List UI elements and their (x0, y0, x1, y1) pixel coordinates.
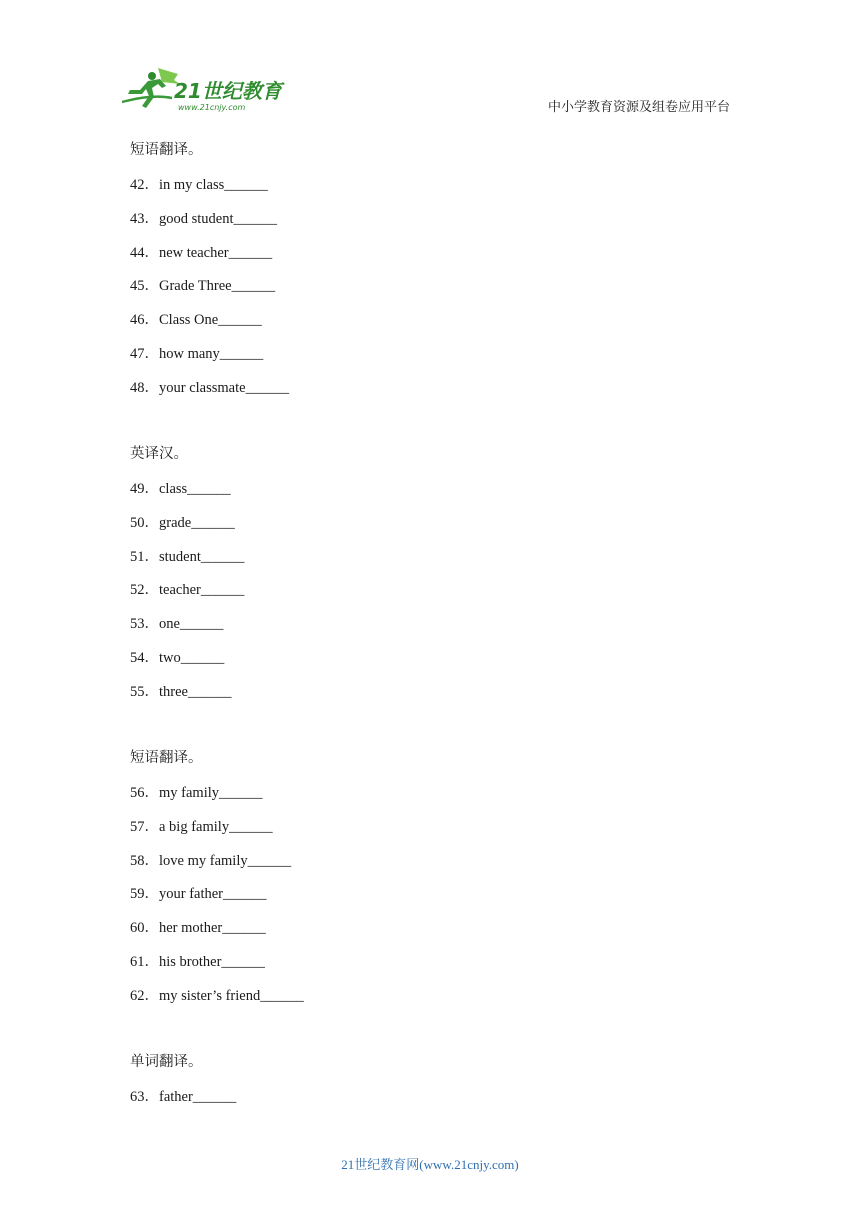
exercise-item (130, 477, 231, 498)
item-text: Grade Three______ (159, 278, 276, 295)
exercise-item (130, 1085, 236, 1106)
item-number: 47． (130, 346, 159, 362)
item-text: my sister’s friend______ (159, 987, 304, 1004)
section-title: 短语翻译。 (130, 750, 203, 766)
item-text: love my family______ (159, 852, 292, 869)
logo-text: 21世纪教育 (174, 79, 282, 103)
item-number: 55． (130, 683, 159, 700)
exercise-item (130, 241, 272, 262)
exercise-item (130, 916, 266, 937)
exercise-item (130, 849, 291, 870)
exercise-item (130, 984, 304, 1005)
item-text: in my class______ (159, 177, 268, 193)
item-text: Class One______ (159, 312, 262, 329)
item-text: a big family______ (159, 818, 273, 835)
item-text: your father______ (159, 886, 267, 903)
item-number: 62． (130, 987, 159, 1004)
item-text: her mother______ (159, 920, 266, 937)
item-text: two______ (159, 650, 225, 666)
item-text: father______ (159, 1089, 237, 1105)
exercise-item (130, 815, 273, 836)
item-number: 60． (130, 920, 159, 937)
item-text: three______ (159, 683, 232, 700)
item-number: 43． (130, 210, 159, 227)
running-figure-icon (122, 68, 180, 108)
exercise-item (130, 173, 268, 194)
section-title: 英译汉。 (130, 446, 188, 462)
item-text: teacher______ (159, 582, 245, 599)
item-text: class______ (159, 481, 231, 497)
item-number: 57． (130, 818, 159, 835)
item-number: 53． (130, 616, 159, 633)
item-number: 52． (130, 582, 159, 599)
item-number: 50． (130, 514, 159, 531)
item-number: 42． (130, 177, 159, 193)
logo-21cnjy (122, 68, 292, 116)
exercise-item (130, 274, 275, 295)
item-text: one______ (159, 616, 224, 633)
item-number: 45． (130, 278, 159, 295)
item-number: 61． (130, 954, 159, 970)
item-text: student______ (159, 548, 245, 565)
item-number: 44． (130, 244, 159, 261)
exercise-item (130, 511, 235, 532)
item-text: your classmate______ (159, 379, 290, 396)
exercise-item (130, 578, 244, 599)
item-number: 46． (130, 312, 159, 329)
page-footer: 21世纪教育网(www.21cnjy.com) (341, 1157, 519, 1172)
exercise-item (130, 950, 265, 971)
exercise-item (130, 376, 289, 397)
exercise-item (130, 646, 224, 667)
item-text: my family______ (159, 785, 263, 801)
section-title: 短语翻译。 (130, 142, 203, 158)
section-title: 单词翻译。 (130, 1054, 203, 1070)
item-number: 58． (130, 852, 159, 869)
item-text: good student______ (159, 210, 278, 227)
exercise-item (130, 680, 231, 701)
exercise-item (130, 308, 262, 329)
item-number: 56． (130, 785, 159, 801)
exercise-item (130, 207, 277, 228)
item-number: 59． (130, 886, 159, 903)
exercise-item (130, 781, 263, 802)
item-text: grade______ (159, 514, 235, 531)
exercise-item (130, 342, 263, 363)
item-number: 51． (130, 548, 159, 565)
header-tagline: 中小学教育资源及组卷应用平台 (547, 99, 730, 114)
page-header (0, 0, 860, 130)
exercise-item (130, 612, 223, 633)
item-number: 49． (130, 481, 159, 497)
item-text: his brother______ (159, 954, 265, 970)
item-number: 54． (130, 650, 159, 666)
item-number: 63． (130, 1089, 159, 1105)
exercise-item (130, 545, 244, 566)
item-text: how many______ (159, 346, 264, 362)
exercise-item (130, 882, 267, 903)
item-number: 48． (130, 379, 159, 396)
item-text: new teacher______ (159, 244, 273, 261)
logo-url: www.21cnjy.com (178, 103, 246, 112)
